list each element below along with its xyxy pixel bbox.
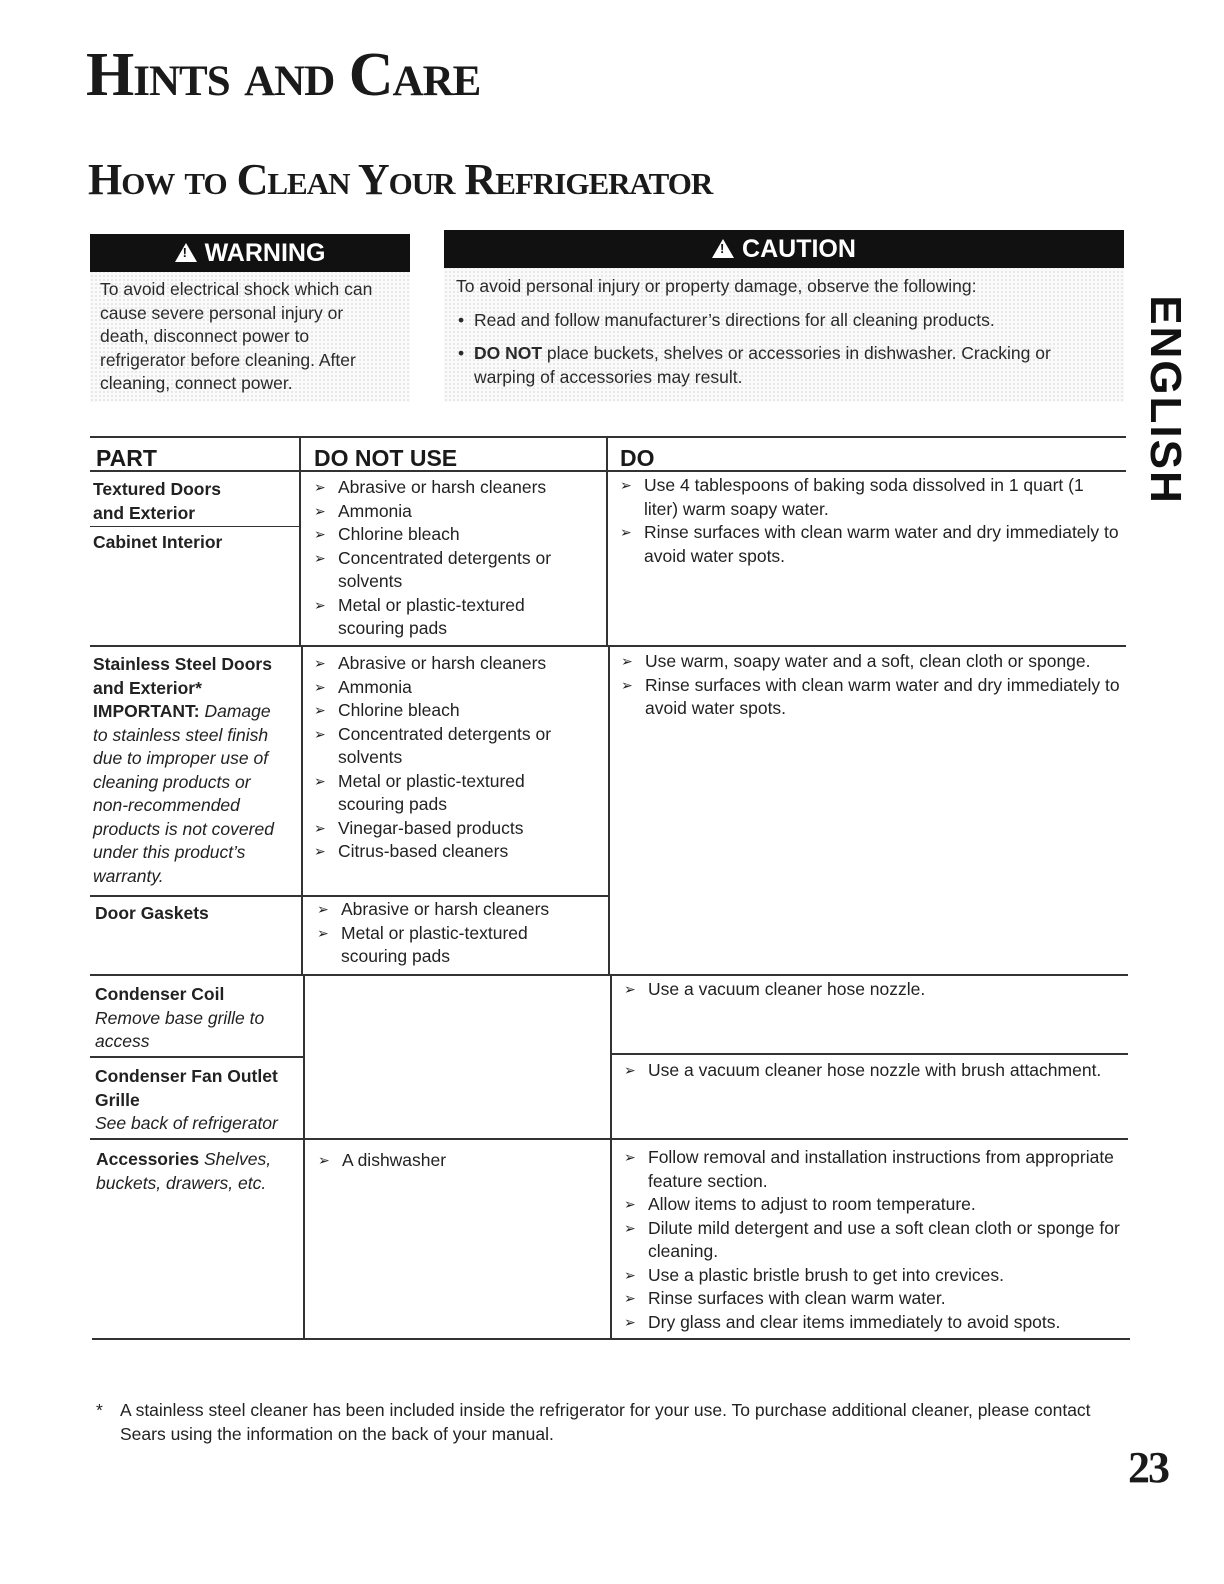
- warning-triangle-icon: [175, 243, 197, 262]
- condenser-do-list: [624, 978, 1124, 1002]
- warning-banner: [90, 234, 410, 272]
- language-tab-label: ENGLISH: [1141, 295, 1190, 505]
- list-item: ➢ Concentrated detergents or solvents: [314, 547, 574, 594]
- caution-bullet: [456, 309, 1084, 333]
- list-item: ➢ Abrasive or harsh cleaners: [314, 652, 574, 676]
- language-tab: [1140, 290, 1190, 510]
- stainless-do-not-use-list: [314, 652, 574, 864]
- part-name: Condenser Coil: [95, 984, 225, 1004]
- table-top-rule: [90, 436, 1126, 438]
- part-note: Shelves, buckets, drawers, etc.: [96, 1149, 272, 1193]
- page-number: 23: [1128, 1443, 1168, 1492]
- list-item: ➢ Allow items to adjust to room temperature.: [624, 1193, 1124, 1217]
- column-rule: [610, 974, 612, 1339]
- footnote: [96, 1398, 1136, 1446]
- column-rule: [608, 645, 610, 974]
- row-rule: [90, 1056, 304, 1058]
- warning-box: [90, 234, 410, 402]
- list-item: ➢ Ammonia: [314, 676, 574, 700]
- gaskets-do-not-use-list: [317, 898, 577, 969]
- header-rule: [90, 470, 1126, 472]
- list-item: ➢ Dilute mild detergent and use a soft clean cloth or sponge for cleaning.: [624, 1217, 1124, 1264]
- caution-intro: To avoid personal injury or property damage, observe the following:: [456, 276, 977, 296]
- accessories-do-list: [624, 1146, 1124, 1334]
- textured-do-list: [620, 474, 1120, 568]
- part-note: See back of refrigerator: [95, 1113, 278, 1133]
- footnote-text: A stainless steel cleaner has been included inside the refrigerator for your use. To purchase additional cleaner, please contact Sears using the information on the back of your manual.: [120, 1400, 1091, 1444]
- header-do-not-use: DO NOT USE: [314, 445, 458, 471]
- list-item: ➢ Chlorine bleach: [314, 699, 574, 723]
- part-accessories: [96, 1148, 296, 1195]
- list-item: ➢ Abrasive or harsh cleaners: [317, 898, 577, 922]
- column-rule: [606, 437, 608, 645]
- part-condenser-fan: [95, 1065, 295, 1136]
- part-condenser-coil: [95, 983, 295, 1054]
- part-door-gaskets: Door Gaskets: [95, 903, 209, 923]
- list-item: ➢ Use a plastic bristle brush to get into crevices.: [624, 1264, 1124, 1288]
- part-name: Stainless Steel Doors and Exterior*: [93, 654, 272, 698]
- list-item: ➢ Metal or plastic-textured scouring pads: [317, 922, 577, 969]
- caution-box: [444, 230, 1124, 402]
- list-item: ➢ A dishwasher: [318, 1149, 578, 1173]
- list-item: ➢ Chlorine bleach: [314, 523, 574, 547]
- caution-bullet-text: place buckets, shelves or accessories in dishwasher. Cracking or warping of accessories may result.: [474, 343, 1051, 387]
- list-item: ➢ Rinse surfaces with clean warm water.: [624, 1287, 1124, 1311]
- caution-banner: [444, 230, 1124, 268]
- list-item: ➢ Use warm, soapy water and a soft, clean cloth or sponge.: [621, 650, 1121, 674]
- caution-triangle-icon: [712, 239, 734, 258]
- caution-bullet-text: Read and follow manufacturer’s directions for all cleaning products.: [474, 309, 995, 330]
- row-rule: [90, 974, 1128, 976]
- accessories-do-not-use-list: [318, 1149, 578, 1173]
- part-note: Remove base grille to access: [95, 1007, 265, 1051]
- list-item: ➢ Follow removal and installation instructions from appropriate feature section.: [624, 1146, 1124, 1193]
- list-item: ➢ Rinse surfaces with clean warm water and dry immediately to avoid water spots.: [621, 674, 1121, 721]
- list-item: ➢ Citrus-based cleaners: [314, 840, 574, 864]
- page-title: Hints and Care: [86, 41, 481, 109]
- list-item: ➢ Use a vacuum cleaner hose nozzle.: [624, 978, 1124, 1002]
- part-name: Condenser Fan Outlet Grille: [95, 1066, 278, 1110]
- caution-bullet: [456, 342, 1084, 389]
- list-item: ➢ Dry glass and clear items immediately to avoid spots.: [624, 1311, 1124, 1335]
- header-do: DO: [620, 445, 655, 471]
- part-sub-rule: [90, 526, 300, 527]
- column-rule: [301, 645, 303, 974]
- warning-label: WARNING: [204, 238, 326, 267]
- textured-do-not-use-list: [314, 476, 574, 641]
- column-rule: [299, 437, 301, 645]
- section-title: How to Clean Your Refrigerator: [88, 155, 713, 204]
- list-item: ➢ Abrasive or harsh cleaners: [314, 476, 574, 500]
- list-item: ➢ Metal or plastic-textured scouring pads: [314, 594, 574, 641]
- row-rule: [90, 1138, 1128, 1140]
- header-part: PART: [96, 445, 157, 471]
- row-rule: [90, 895, 610, 897]
- important-note: Damage to stainless steel finish due to improper use of cleaning products or non-recommended products is not covered under this product’s warranty.: [93, 701, 274, 886]
- fan-do-list: [624, 1059, 1124, 1083]
- part-name: Accessories: [96, 1149, 200, 1169]
- list-item: ➢ Ammonia: [314, 500, 574, 524]
- part-stainless-steel: [93, 653, 289, 888]
- part-cabinet-interior: Cabinet Interior: [93, 532, 223, 552]
- list-item: ➢ Vinegar-based products: [314, 817, 574, 841]
- list-item: ➢ Use a vacuum cleaner hose nozzle with brush attachment.: [624, 1059, 1124, 1083]
- footnote-marker: *: [96, 1400, 103, 1420]
- caution-bold-text: DO NOT: [474, 343, 543, 363]
- list-item: ➢ Concentrated detergents or solvents: [314, 723, 574, 770]
- caution-label: CAUTION: [742, 234, 856, 263]
- list-item: ➢ Metal or plastic-textured scouring pads: [314, 770, 574, 817]
- row-rule: [610, 1053, 1128, 1055]
- part-textured-doors: Textured Doors and Exterior: [93, 479, 222, 523]
- list-item: ➢ Rinse surfaces with clean warm water and dry immediately to avoid water spots.: [620, 521, 1120, 568]
- warning-text: To avoid electrical shock which can cause severe personal injury or death, disconnect power to refrigerator before cleaning. After cleaning, connect power.: [100, 279, 373, 393]
- important-label: IMPORTANT:: [93, 701, 200, 721]
- column-rule: [303, 974, 305, 1339]
- list-item: ➢ Use 4 tablespoons of baking soda dissolved in 1 quart (1 liter) warm soapy water.: [620, 474, 1120, 521]
- stainless-do-list: [621, 650, 1121, 721]
